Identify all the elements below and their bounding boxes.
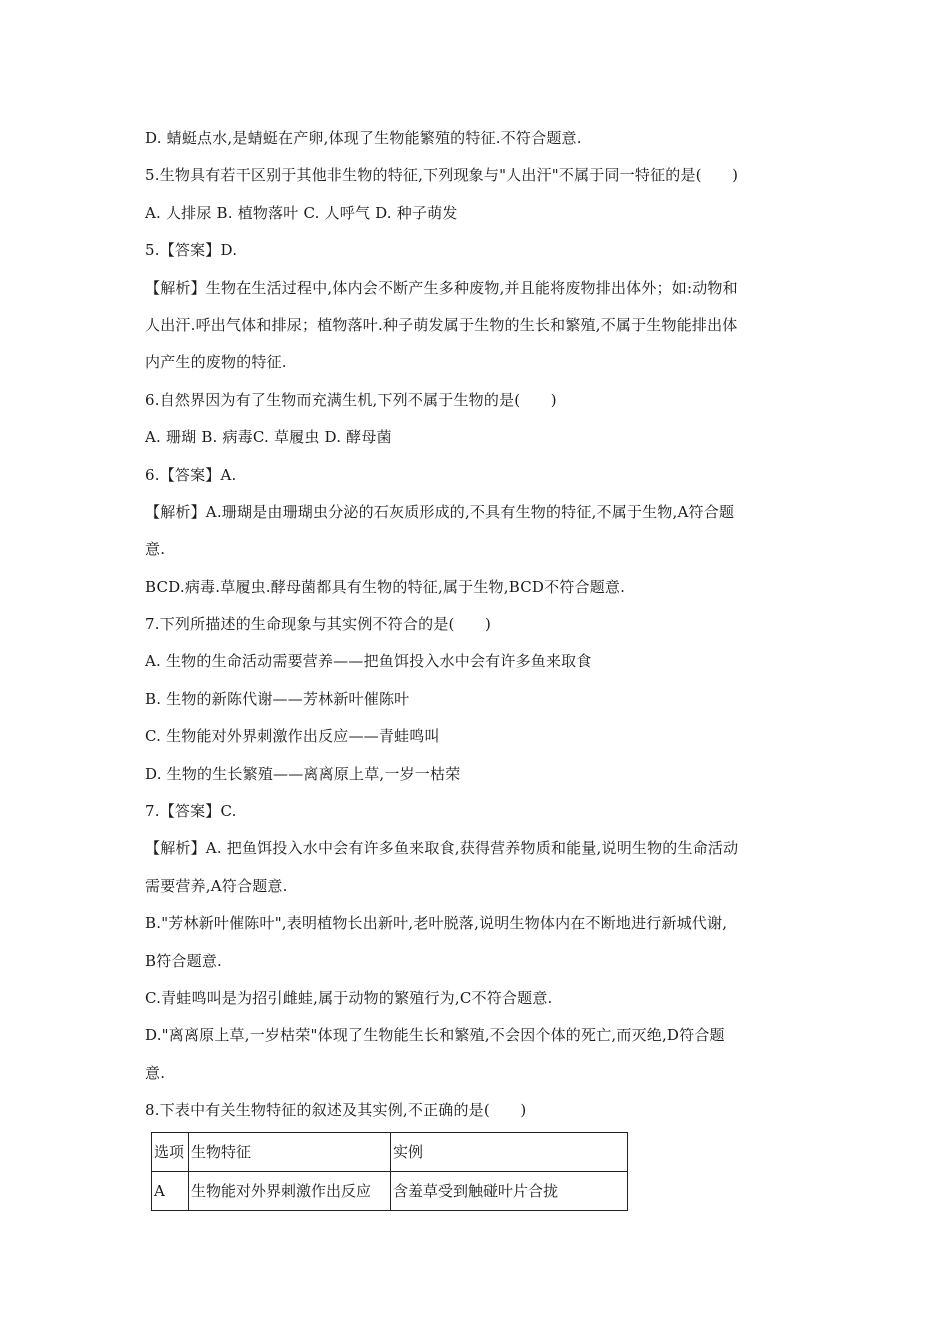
text-line: D. 蜻蜓点水,是蜻蜓在产卵,体现了生物能繁殖的特征.不符合题意. xyxy=(145,129,582,147)
text-line: 5.生物具有若干区别于其他非生物的特征,下列现象与"人出汗"不属于同一特征的是( ) xyxy=(145,166,739,185)
table-cell: A xyxy=(152,1171,189,1210)
table-row xyxy=(152,1171,628,1210)
text-line: 【解析】A. 把鱼饵投入水中会有许多鱼来取食,获得营养物质和能量,说明生物的生命活动 xyxy=(145,839,739,858)
table-header-cell: 生物特征 xyxy=(189,1132,391,1171)
text-line: B符合题意. xyxy=(145,951,222,970)
text-line: 【解析】生物在生活过程中,体内会不断产生多种废物,并且能将废物排出体外；如:动物和 xyxy=(145,278,738,297)
text-line: D."离离原上草,一岁枯荣"体现了生物能生长和繁殖,不会因个体的死亡,而灭绝,D符合题 xyxy=(145,1026,725,1045)
text-line: 意. xyxy=(145,1063,166,1082)
text-line: 意. xyxy=(145,540,166,559)
document-page xyxy=(145,120,825,1211)
text-line: 7.下列所描述的生命现象与其实例不符合的是( ) xyxy=(145,615,492,634)
table-header-row xyxy=(152,1132,628,1171)
text-line: A. 珊瑚 B. 病毒C. 草履虫 D. 酵母菌 xyxy=(145,428,392,447)
text-line: A. 生物的生命活动需要营养——把鱼饵投入水中会有许多鱼来取食 xyxy=(145,652,592,671)
text-line: 6.【答案】A. xyxy=(145,465,237,484)
table-header-cell: 选项 xyxy=(152,1132,189,1171)
text-line: C. 生物能对外界刺激作出反应——青蛙鸣叫 xyxy=(145,727,440,746)
text-line: 5.【答案】D. xyxy=(145,241,238,260)
text-line: D. 生物的生长繁殖——离离原上草,一岁一枯荣 xyxy=(145,764,461,783)
options-table xyxy=(151,1132,628,1211)
text-line: 8.下表中有关生物特征的叙述及其实例,不正确的是( ) xyxy=(145,1101,527,1120)
table-cell: 含羞草受到触碰叶片合拢 xyxy=(391,1171,628,1210)
text-line: BCD.病毒.草履虫.酵母菌都具有生物的特征,属于生物,BCD不符合题意. xyxy=(145,577,626,596)
table-header-cell: 实例 xyxy=(391,1132,628,1171)
text-line: B. 生物的新陈代谢——芳林新叶催陈叶 xyxy=(145,689,410,708)
table-cell: 生物能对外界刺激作出反应 xyxy=(189,1171,391,1210)
text-line: C.青蛙鸣叫是为招引雌蛙,属于动物的繁殖行为,C不符合题意. xyxy=(145,988,553,1007)
text-line: B."芳林新叶催陈叶",表明植物长出新叶,老叶脱落,说明生物体内在不断地进行新城代谢, xyxy=(145,914,728,933)
text-line: 6.自然界因为有了生物而充满生机,下列不属于生物的是( ) xyxy=(145,390,557,409)
text-body xyxy=(145,120,825,1130)
text-line: 内产生的废物的特征. xyxy=(145,353,287,372)
text-line: 【解析】A.珊瑚是由珊瑚虫分泌的石灰质形成的,不具有生物的特征,不属于生物,A符合题 xyxy=(145,502,735,521)
text-line: 7.【答案】C. xyxy=(145,802,237,821)
text-line: A. 人排尿 B. 植物落叶 C. 人呼气 D. 种子萌发 xyxy=(145,203,458,222)
text-line: 需要营养,A符合题意. xyxy=(145,876,288,895)
text-line: 人出汗.呼出气体和排尿；植物落叶.种子萌发属于生物的生长和繁殖,不属于生物能排出体 xyxy=(145,315,738,334)
